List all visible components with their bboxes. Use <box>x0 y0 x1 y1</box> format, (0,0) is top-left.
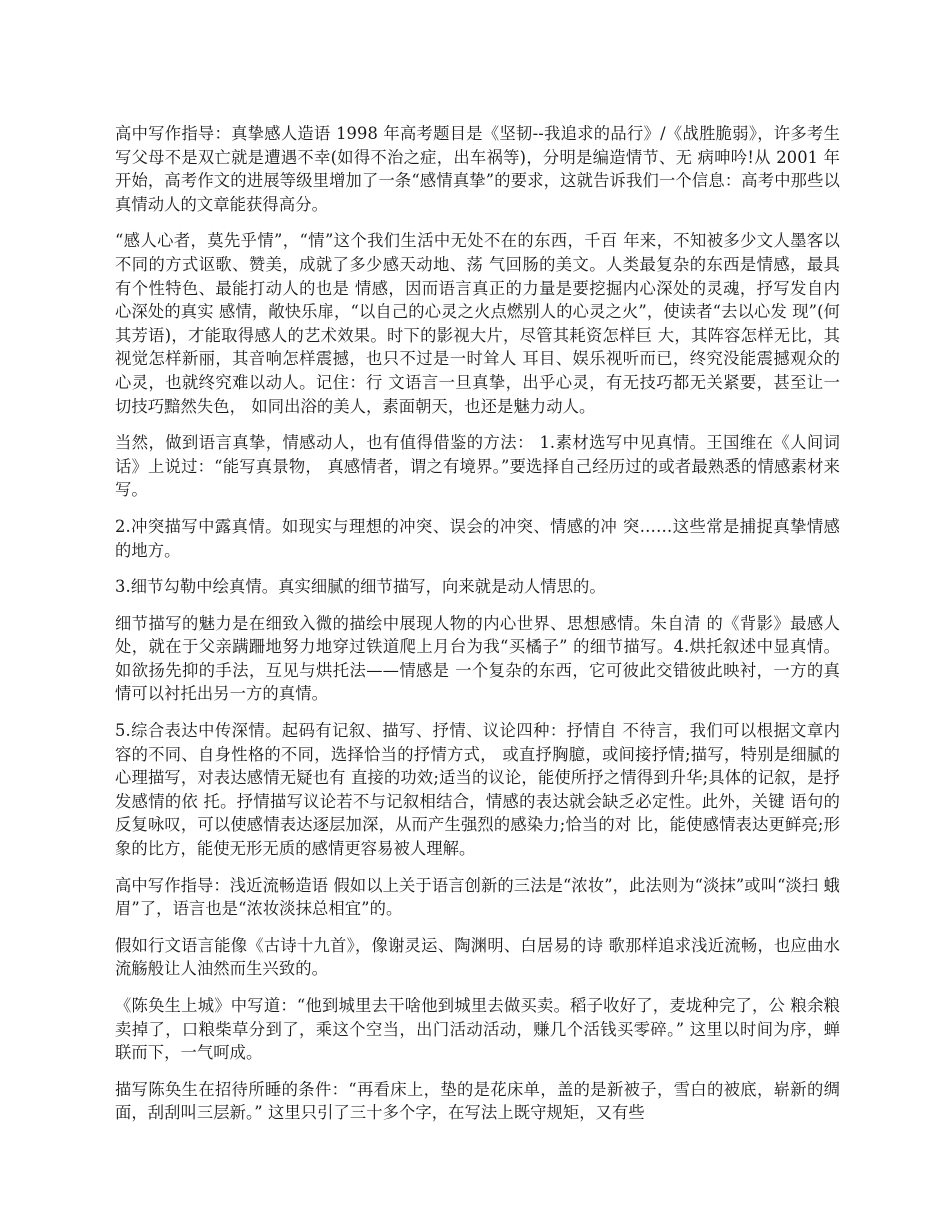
paragraph-emotion-moves-people: “感人心者，莫先乎情”，“情”这个我们生活中无处不在的东西，千百 年来，不知被多少文人墨客以不同的方式讴歌、赞美，成就了多少感天动地、荡 气回肠的美文。人类最复杂的东西是情感，最具有个性特色、最能打动人的也是 情感，因而语言真正的力量是要挖掘内心深处的灵魂，抒写发自内心深处的真实 感情，敞快乐扉，“以自己的心灵之火点燃别人的心灵之火”，使读者“去以心发 现”(何其芳语)，才能取得感人的艺术效果。时下的影视大片，尽管其耗资怎样巨 大，其阵容怎样无比，其视觉怎样新丽，其音响怎样震撼，也只不过是一时耸人 耳目、娱乐视听而已，终究没能震撼观众的心灵，也就终究难以动人。记住：行 文语言一旦真挚，出乎心灵，有无技巧都无关紧要，甚至让一切技巧黯然失色， 如同出浴的美人，素面朝天，也还是魅力动人。 <box>115 231 840 416</box>
paragraph-plain-fluent-language: 高中写作指导：浅近流畅造语 假如以上关于语言创新的三法是“浓妆”，此法则为“淡抹”或叫“淡扫 蛾眉”了，语言也是“浓妆淡抹总相宜”的。 <box>115 875 840 919</box>
paragraph-method-1-material: 当然，做到语言真挚，情感动人，也有值得借鉴的方法： 1.素材选写中见真情。王国维在《人间词话》上说过：“能写真景物， 真感情者，谓之有境界。”要选择自己经历过的或者最熟悉的情感素材来写。 <box>115 433 840 500</box>
paragraph-detail-description: 细节描写的魅力是在细致入微的描绘中展现人物的内心世界、思想感情。朱自清 的《背影》最感人处，就在于父亲蹒跚地努力地穿过铁道爬上月台为我“买橘子” 的细节描写。4.烘托叙述中显真情。如欲扬先抑的手法，互见与烘托法——情感是 一个复杂的东西，它可彼此交错彼此映衬，一方的真情可以衬托出另一方的真情。 <box>115 613 840 704</box>
paragraph-ancient-poetry: 假如行文语言能像《古诗十九首》，像谢灵运、陶渊明、白居易的诗 歌那样追求浅近流畅，也应曲水流觞般让人油然而生兴致的。 <box>115 935 840 979</box>
paragraph-method-5-expression: 5.综合表达中传深情。起码有记叙、描写、抒情、议论四种：抒情自 不待言，我们可以根据文章内容的不同、自身性格的不同，选择恰当的抒情方式， 或直抒胸臆，或间接抒情;描写，特别是细腻的心理描写，对表达感情无疑也有 直接的功效;适当的议论，能使所抒之情得到升华;具体的记叙，是抒发感情的依 托。抒情描写议论若不与记叙相结合，情感的表达就会缺乏必定性。此外，关键 语句的反复咏叹，可以使感情表达逐层加深，从而产生强烈的感染力;恰当的对 比，能使感情表达更鲜亮;形象的比方，能使无形无质的感情更容易被人理解。 <box>115 721 840 859</box>
document-page <box>115 122 840 1138</box>
paragraph-chen-huansheng-quote: 《陈奂生上城》中写道：“他到城里去干啥他到城里去做买卖。稻子收好了，麦垅种完了，公 粮余粮卖掉了，口粮柴草分到了，乘这个空当，出门活动活动，赚几个活钱买零碎。” 这里以时间为序，蝉联而下，一气呵成。 <box>115 996 840 1063</box>
paragraph-intro-sincere-language: 高中写作指导：真挚感人造语 1998 年高考题目是《坚韧--我追求的品行》/《战胜脆弱》，许多考生 写父母不是双亡就是遭遇不幸(如得不治之症，出车祸等)，分明是编造情节、无 病呻吟!从 2001 年开始，高考作文的进展等级里增加了一条“感情真挚”的要求，这就告诉我们一个信息：高考中那些以真情动人的文章能获得高分。 <box>115 124 840 214</box>
paragraph-hotel-description: 描写陈奂生在招待所睡的条件：“再看床上，垫的是花床单，盖的是新被子，雪白的被底，崭新的绸 面，刮刮叫三层新。” 这里只引了三十多个字，在写法上既守规矩，又有些 <box>115 1079 840 1123</box>
paragraph-method-2-conflict: 2.冲突描写中露真情。如现实与理想的冲突、误会的冲突、情感的冲 突……这些常是捕捉真挚情感的地方。 <box>115 516 840 560</box>
paragraph-method-3-detail: 3.细节勾勒中绘真情。真实细腻的细节描写，向来就是动人情思的。 <box>115 577 606 597</box>
